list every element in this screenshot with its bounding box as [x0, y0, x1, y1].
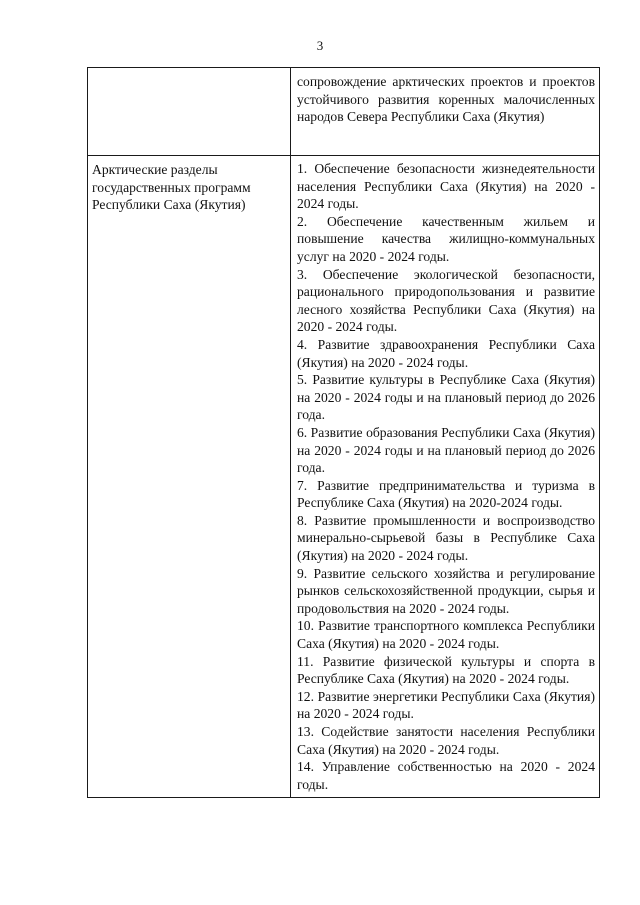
table-row [88, 156, 600, 798]
program-item: 8. Развитие промышленности и воспроизводство минерально-сырьевой базы в Республике Саха (Якутия) на 2020 - 2024 годы. [297, 512, 595, 564]
program-item: 2. Обеспечение качественным жильем и повышение качества жилищно-коммунальных услуг на 2020 - 2024 годы. [297, 213, 595, 264]
cell-text: сопровождение арктических проектов и проектов устойчивого развития коренных малочисленных народов Севера Республики Саха (Якутия) [297, 74, 595, 125]
table-cell-label [88, 68, 291, 156]
program-item: 9. Развитие сельского хозяйства и регулирование рынков сельскохозяйственной продукции, сырья и продовольствия на 2020 - 2024 годы. [297, 565, 595, 616]
program-item: 11. Развитие физической культуры и спорта в Республике Саха (Якутия) на 2020 - 2024 годы. [297, 653, 595, 687]
program-list [291, 156, 600, 798]
program-item: 13. Содействие занятости населения Республики Саха (Якутия) на 2020 - 2024 годы. [297, 724, 595, 757]
program-item: 14. Управление собственностью на 2020 - 2024 годы. [297, 759, 595, 792]
program-table [87, 67, 600, 798]
table-cell-label: Арктические разделы государственных программ Республики Саха (Якутия) [88, 156, 291, 798]
program-item: 4. Развитие здравоохранения Республики Саха (Якутия) на 2020 - 2024 годы. [297, 336, 595, 370]
table-cell-content [291, 68, 600, 156]
page-number: 3 [316, 38, 324, 53]
program-item: 5. Развитие культуры в Республике Саха (Якутия) на 2020 - 2024 годы и на плановый период до 2026 года. [297, 372, 595, 423]
program-item: 3. Обеспечение экологической безопасности, рационального природопользования и развитие лесного хозяйства Республики Саха (Якутия) на 2020 - 2024 годы. [297, 266, 595, 335]
program-item: 12. Развитие энергетики Республики Саха (Якутия) на 2020 - 2024 годы. [297, 688, 595, 722]
program-item: 7. Развитие предпринимательства и туризма в Республике Саха (Якутия) на 2020-2024 годы. [297, 477, 595, 511]
program-item: 1. Обеспечение безопасности жизнедеятельности населения Республики Саха (Якутия) на 2020 - 2024 годы. [297, 161, 595, 212]
program-item: 6. Развитие образования Республики Саха (Якутия) на 2020 - 2024 годы и на плановый период до 2026 года. [297, 424, 595, 476]
table-row [88, 68, 600, 156]
program-item: 10. Развитие транспортного комплекса Республики Саха (Якутия) на 2020 - 2024 годы. [297, 618, 595, 652]
